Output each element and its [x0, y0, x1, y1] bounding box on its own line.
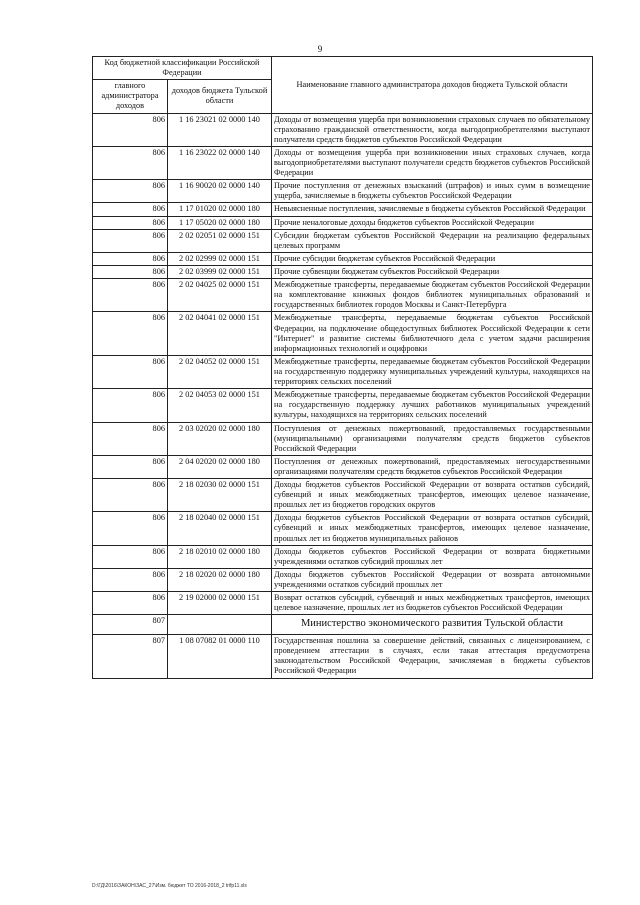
admin-code-cell: 806: [93, 113, 168, 146]
income-name-cell: Доходы бюджетов субъектов Российской Федерации от возврата автономными учреждениями остатков субсидий прошлых лет: [272, 568, 593, 591]
table-row: [93, 180, 593, 203]
table-row: [93, 355, 593, 388]
table-row: [93, 635, 593, 678]
table-row: [93, 279, 593, 312]
income-name-cell: Межбюджетные трансферты, передаваемые бюджетам субъектов Российской Федерации на комплектование книжных фондов библиотек муниципальных образований и государственных библиотек городов Москвы и Санкт-Петербурга: [272, 279, 593, 312]
income-code-cell: 2 03 02020 02 0000 180: [168, 422, 272, 455]
admin-code-cell: 806: [93, 568, 168, 591]
table-row: [93, 545, 593, 568]
income-code-cell: [168, 615, 272, 635]
income-name-cell: Межбюджетные трансферты, передаваемые бюджетам субъектов Российской Федерации на государственную поддержку лучших работников муниципальных учреждений культуры, находящихся на территориях сельских поселений: [272, 389, 593, 422]
income-code-cell: 1 17 01020 02 0000 180: [168, 203, 272, 216]
admin-code-cell: 807: [93, 635, 168, 678]
admin-code-cell: 806: [93, 479, 168, 512]
budget-classification-table: [92, 56, 593, 679]
income-code-cell: 2 18 02040 02 0000 151: [168, 512, 272, 545]
admin-code-cell: 806: [93, 229, 168, 252]
income-name-cell: Прочие субвенции бюджетам субъектов Российской Федерации: [272, 265, 593, 278]
table-row: [93, 422, 593, 455]
income-code-cell: 2 04 02020 02 0000 180: [168, 455, 272, 478]
income-name-cell: Доходы бюджетов субъектов Российской Федерации от возврата остатков субсидий, субвенций и иных межбюджетных трансфертов, имеющих целевое назначение, прошлых лет из бюджетов муниципальных районов: [272, 512, 593, 545]
admin-code-cell: 806: [93, 180, 168, 203]
header-admin-column: главного администратора доходов: [93, 80, 168, 113]
table-row: [93, 389, 593, 422]
file-path-footer: D:\ГД\2016\ЗАКОН\ЗАС_27\Изм. бюджет ТО 2016-2018_2 trifp11.xls: [92, 883, 247, 889]
admin-code-cell: 806: [93, 146, 168, 179]
table-row: [93, 512, 593, 545]
admin-code-cell: 806: [93, 422, 168, 455]
admin-code-cell: 806: [93, 355, 168, 388]
income-code-cell: 2 02 03999 02 0000 151: [168, 265, 272, 278]
income-name-cell: Государственная пошлина за совершение действий, связанных с лицензированием, с проведением аттестации в случаях, если такая аттестация предусмотрена законодательством Российской Федерации, зачисляемая в бюджеты субъектов Российской Федерации: [272, 635, 593, 678]
income-name-cell: Доходы бюджетов субъектов Российской Федерации от возврата остатков субсидий, субвенций и иных межбюджетных трансфертов, имеющих целевое назначение, прошлых лет из бюджетов городских округов: [272, 479, 593, 512]
table-row: [93, 455, 593, 478]
income-name-cell: Поступления от денежных пожертвований, предоставляемых негосударственными организациями получателям средств бюджетов субъектов Российской Федерации: [272, 455, 593, 478]
income-code-cell: 1 16 23021 02 0000 140: [168, 113, 272, 146]
income-name-cell: Доходы бюджетов субъектов Российской Федерации от возврата бюджетными учреждениями остатков субсидий прошлых лет: [272, 545, 593, 568]
income-name-cell: Доходы от возмещения ущерба при возникновении иных страховых случаев, когда выгодоприобретателями выступают получатели средств бюджетов субъектов Российской Федерации: [272, 146, 593, 179]
admin-code-cell: 806: [93, 216, 168, 229]
table-row: [93, 312, 593, 355]
admin-code-cell: 806: [93, 512, 168, 545]
income-name-cell: Субсидии бюджетам субъектов Российской Федерации на реализацию федеральных целевых программ: [272, 229, 593, 252]
income-name-cell: Прочие поступления от денежных взысканий (штрафов) и иных сумм в возмещение ущерба, зачисляемые в бюджеты субъектов Российской Федерации: [272, 180, 593, 203]
income-name-cell: Межбюджетные трансферты, передаваемые бюджетам субъектов Российской Федерации, на подключение общедоступных библиотек Российской Федерации к сети "Интернет" и развитие системы библиотечного дела с учетом задачи расширения информационных технологий и оцифровки: [272, 312, 593, 355]
table-row: [93, 146, 593, 179]
income-code-cell: 2 19 02000 02 0000 151: [168, 592, 272, 615]
header-name-column: Наименование главного администратора доходов бюджета Тульской области: [272, 57, 593, 114]
table-row: [93, 568, 593, 591]
admin-code-cell: 806: [93, 389, 168, 422]
admin-code-cell: 806: [93, 455, 168, 478]
table-body: [93, 113, 593, 678]
income-name-cell: Прочие неналоговые доходы бюджетов субъектов Российской Федерации: [272, 216, 593, 229]
income-name-cell: Доходы от возмещения ущерба при возникновении страховых случаев по обязательному страхованию гражданской ответственности, когда выгодоприобретателями выступают получатели средств бюджетов субъектов Российской Федерации: [272, 113, 593, 146]
table-row: [93, 229, 593, 252]
income-code-cell: 2 02 04052 02 0000 151: [168, 355, 272, 388]
admin-code-cell: 806: [93, 252, 168, 265]
income-code-cell: 1 16 90020 02 0000 140: [168, 180, 272, 203]
section-header-row: [93, 615, 593, 635]
header-classification-group: Код бюджетной классификации Российской Федерации: [93, 57, 272, 80]
income-name-cell: Прочие субсидии бюджетам субъектов Российской Федерации: [272, 252, 593, 265]
income-name-cell: Министерство экономического развития Тульской области: [272, 615, 593, 635]
income-name-cell: Возврат остатков субсидий, субвенций и иных межбюджетных трансфертов, имеющих целевое назначение, прошлых лет из бюджетов субъектов Российской Федерации: [272, 592, 593, 615]
income-code-cell: 1 17 05020 02 0000 180: [168, 216, 272, 229]
admin-code-cell: 806: [93, 312, 168, 355]
income-name-cell: Невыясненные поступления, зачисляемые в бюджеты субъектов Российской Федерации: [272, 203, 593, 216]
income-name-cell: Поступления от денежных пожертвований, предоставляемых государственными (муниципальными) организациями получателям средств бюджетов субъектов Российской Федерации: [272, 422, 593, 455]
table-row: [93, 203, 593, 216]
page-number: 9: [317, 44, 323, 54]
income-name-cell: Межбюджетные трансферты, передаваемые бюджетам субъектов Российской Федерации на государственную поддержку муниципальных учреждений культуры, находящихся на территориях сельских поселений: [272, 355, 593, 388]
income-code-cell: 2 18 02030 02 0000 151: [168, 479, 272, 512]
income-code-cell: 1 16 23022 02 0000 140: [168, 146, 272, 179]
admin-code-cell: 806: [93, 265, 168, 278]
table-row: [93, 592, 593, 615]
table-row: [93, 252, 593, 265]
income-code-cell: 2 02 02051 02 0000 151: [168, 229, 272, 252]
admin-code-cell: 806: [93, 545, 168, 568]
income-code-cell: 2 18 02010 02 0000 180: [168, 545, 272, 568]
income-code-cell: 1 08 07082 01 0000 110: [168, 635, 272, 678]
table-row: [93, 479, 593, 512]
income-code-cell: 2 02 04025 02 0000 151: [168, 279, 272, 312]
table-row: [93, 265, 593, 278]
table-row: [93, 216, 593, 229]
admin-code-cell: 807: [93, 615, 168, 635]
income-code-cell: 2 18 02020 02 0000 180: [168, 568, 272, 591]
income-code-cell: 2 02 04041 02 0000 151: [168, 312, 272, 355]
income-code-cell: 2 02 04053 02 0000 151: [168, 389, 272, 422]
header-income-column: доходов бюджета Тульской области: [168, 80, 272, 113]
income-code-cell: 2 02 02999 02 0000 151: [168, 252, 272, 265]
admin-code-cell: 806: [93, 279, 168, 312]
admin-code-cell: 806: [93, 592, 168, 615]
admin-code-cell: 806: [93, 203, 168, 216]
table-row: [93, 113, 593, 146]
